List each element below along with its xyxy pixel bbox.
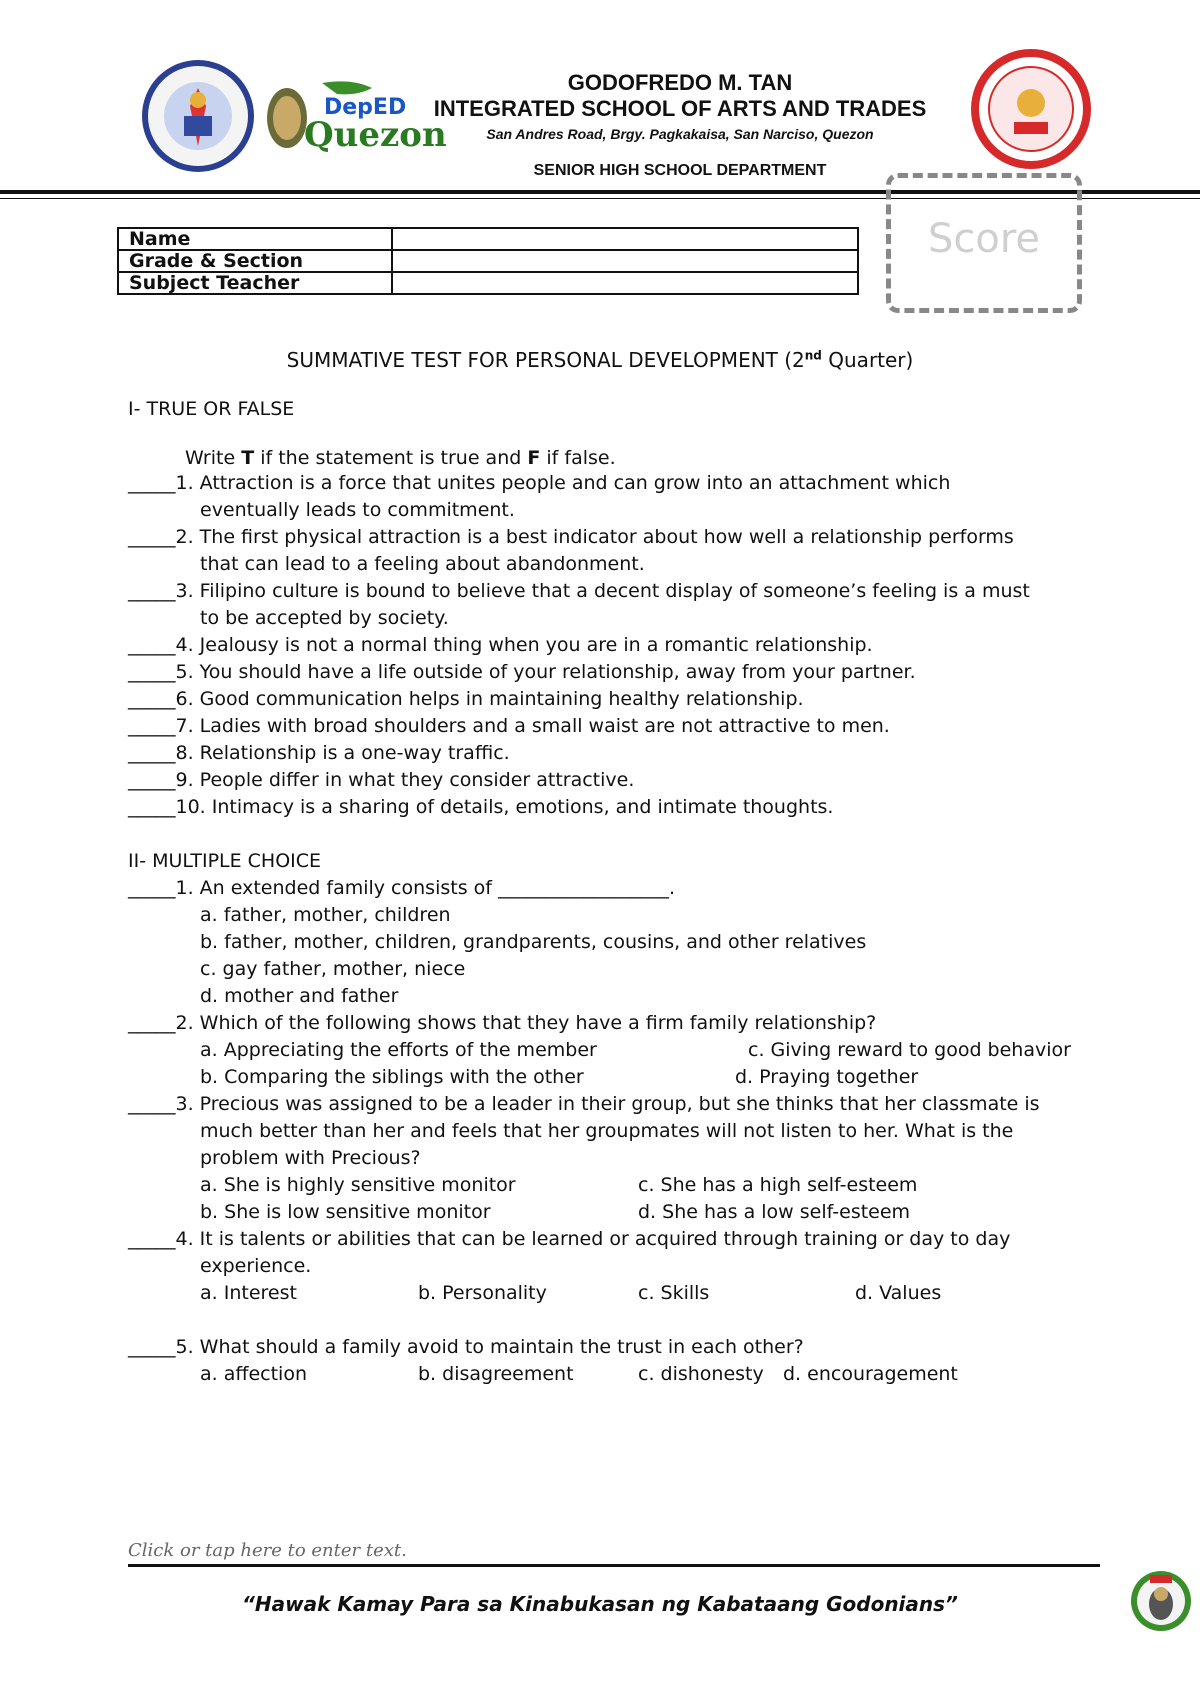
student-info-table — [117, 227, 859, 295]
mc-q1-option-a: a. father, mother, children — [200, 904, 451, 926]
svg-text:Quezon: Quezon — [304, 115, 447, 155]
school-seal-logo — [970, 48, 1092, 170]
mc-q1-option-d: d. mother and father — [200, 985, 399, 1007]
mc-question-3-cont-2: problem with Precious? — [200, 1147, 421, 1169]
mc-question-4: _____4. It is talents or abilities that can be learned or acquired through training or day to day — [128, 1228, 1011, 1250]
part-1-heading: I- TRUE OR FALSE — [128, 398, 295, 420]
score-label: Score — [927, 216, 1041, 262]
tf-item-3-cont: to be accepted by society. — [200, 607, 449, 629]
tf-item-10: _____10. Intimacy is a sharing of details, emotions, and intimate thoughts. — [128, 796, 834, 818]
mc-q4-option-d: d. Values — [855, 1282, 942, 1304]
mc-question-3-cont-1: much better than her and feels that her groupmates will not listen to her. What is the — [200, 1120, 1014, 1142]
test-title: SUMMATIVE TEST FOR PERSONAL DEVELOPMENT (2nd Quarter) — [286, 348, 914, 372]
grade-section-field[interactable] — [392, 250, 858, 272]
name-label: Name — [118, 228, 392, 250]
subject-teacher-field[interactable] — [392, 272, 858, 294]
mc-q2-option-c: c. Giving reward to good behavior — [748, 1039, 1071, 1061]
mc-q3-option-d: d. She has a low self-esteem — [638, 1201, 911, 1223]
mc-question-3: _____3. Precious was assigned to be a leader in their group, but she thinks that her classmate is — [128, 1093, 1040, 1115]
mc-question-1: _____1. An extended family consists of __________________. — [128, 877, 676, 899]
tf-item-9: _____9. People differ in what they consider attractive. — [128, 769, 635, 791]
department-label: SENIOR HIGH SCHOOL DEPARTMENT — [533, 162, 827, 179]
deped-quezon-logo — [262, 78, 447, 158]
mc-question-4-cont: experience. — [200, 1255, 312, 1277]
mc-q5-option-a: a. affection — [200, 1363, 307, 1385]
tf-item-2-cont: that can lead to a feeling about abandonment. — [200, 553, 645, 575]
school-name-line-1: GODOFREDO M. TAN — [567, 70, 793, 95]
mc-q1-option-c: c. gay father, mother, niece — [200, 958, 466, 980]
part-1-instructions: Write T if the statement is true and F if false. — [185, 447, 616, 469]
svg-text:DepED: DepED — [324, 95, 407, 120]
tf-item-5: _____5. You should have a life outside of your relationship, away from your partner. — [128, 661, 916, 683]
name-field[interactable] — [392, 228, 858, 250]
mc-q3-option-a: a. She is highly sensitive monitor — [200, 1174, 516, 1196]
tf-item-3: _____3. Filipino culture is bound to believe that a decent display of someone’s feeling is a must — [128, 580, 1030, 602]
mc-q4-option-a: a. Interest — [200, 1282, 297, 1304]
tf-item-4: _____4. Jealousy is not a normal thing when you are in a romantic relationship. — [128, 634, 873, 656]
footer-divider — [128, 1564, 1100, 1567]
school-address: San Andres Road, Brgy. Pagkakaisa, San Narciso, Quezon — [486, 126, 874, 142]
mc-q4-option-b: b. Personality — [418, 1282, 547, 1304]
footer-placeholder-field[interactable]: Click or tap here to enter text. — [128, 1540, 407, 1561]
part-2-heading: II- MULTIPLE CHOICE — [128, 850, 322, 872]
tf-item-1-cont: eventually leads to commitment. — [200, 499, 515, 521]
footer-motto: “Hawak Kamay Para sa Kinabukasan ng Kabataang Godonians” — [242, 1592, 958, 1616]
tf-item-1: _____1. Attraction is a force that unites people and can grow into an attachment which — [128, 472, 951, 494]
grade-section-label: Grade & Section — [118, 250, 392, 272]
mc-q5-option-b: b. disagreement — [418, 1363, 574, 1385]
mc-q1-option-b: b. father, mother, children, grandparents, cousins, and other relatives — [200, 931, 867, 953]
footer-deped-badge-logo — [1130, 1570, 1192, 1632]
subject-teacher-label: Subject Teacher — [118, 272, 392, 294]
mc-q5-option-c: c. dishonesty — [638, 1363, 764, 1385]
tf-item-2: _____2. The first physical attraction is a best indicator about how well a relationship performs — [128, 526, 1014, 548]
mc-question-5: _____5. What should a family avoid to maintain the trust in each other? — [128, 1336, 804, 1358]
mc-q3-option-c: c. She has a high self-esteem — [638, 1174, 918, 1196]
school-name-line-2: INTEGRATED SCHOOL OF ARTS AND TRADES — [433, 96, 927, 121]
mc-q5-option-d: d. encouragement — [783, 1363, 958, 1385]
mc-q2-option-d: d. Praying together — [735, 1066, 919, 1088]
mc-question-2: _____2. Which of the following shows that they have a firm family relationship? — [128, 1012, 877, 1034]
deped-seal-logo — [140, 58, 256, 174]
mc-q4-option-c: c. Skills — [638, 1282, 710, 1304]
tf-item-8: _____8. Relationship is a one-way traffic. — [128, 742, 510, 764]
tf-item-6: _____6. Good communication helps in maintaining healthy relationship. — [128, 688, 804, 710]
mc-q3-option-b: b. She is low sensitive monitor — [200, 1201, 491, 1223]
mc-q2-option-b: b. Comparing the siblings with the other — [200, 1066, 584, 1088]
tf-item-7: _____7. Ladies with broad shoulders and a small waist are not attractive to men. — [128, 715, 890, 737]
mc-q2-option-a: a. Appreciating the efforts of the member — [200, 1039, 597, 1061]
